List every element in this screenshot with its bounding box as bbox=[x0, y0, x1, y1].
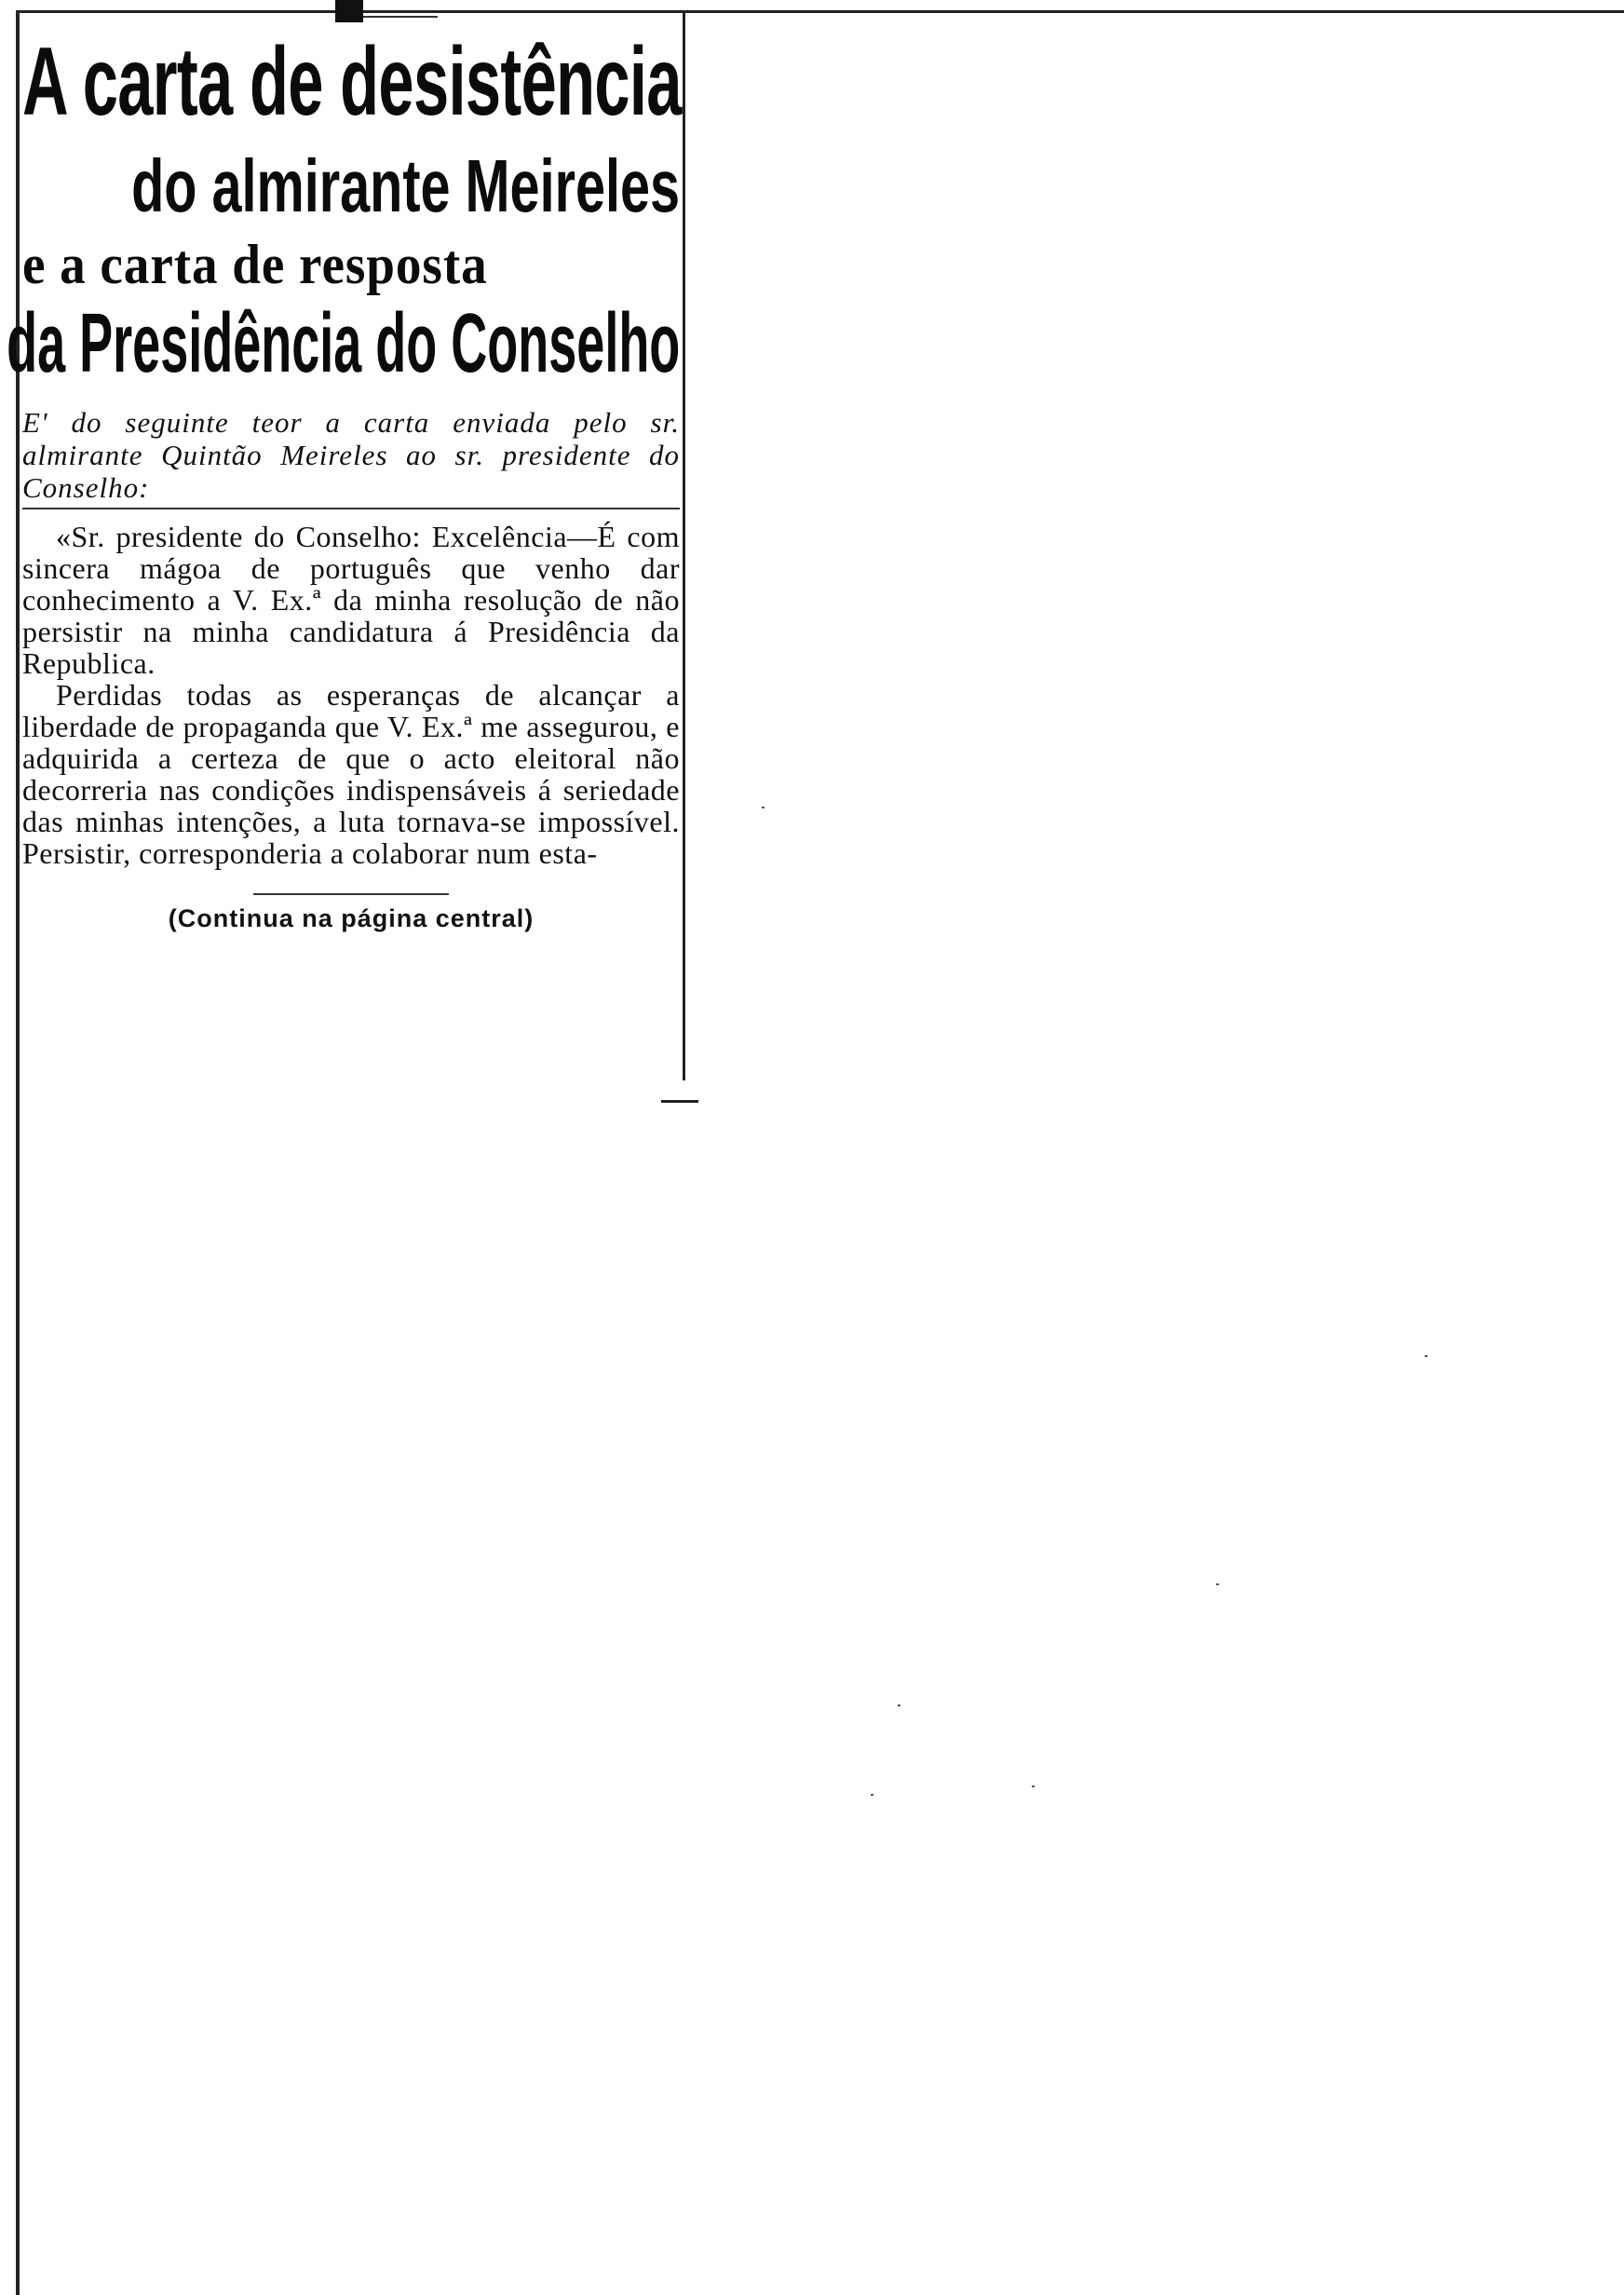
newspaper-clipping bbox=[6, 28, 682, 933]
scan-speck bbox=[762, 807, 765, 808]
top-rule bbox=[16, 10, 1624, 13]
headline-line-4: da Presidência do Conselho bbox=[6, 297, 680, 390]
scan-speck bbox=[898, 1704, 900, 1706]
paragraph-1: «Sr. presidente do Conselho: Excelência—É com sincera mágoa de português que venho dar conhecimento a V. Ex.ª da minha resolução de não persistir na minha candidatura á Presidência da Republica. bbox=[22, 520, 680, 680]
headline-line-1: A carta de desistência bbox=[22, 28, 682, 136]
scan-speck bbox=[871, 1794, 873, 1796]
top-rule-mark-tail bbox=[363, 16, 438, 18]
end-rule bbox=[661, 1100, 698, 1103]
right-column-rule bbox=[683, 11, 685, 1080]
continuation-note: (Continua na página central) bbox=[168, 904, 535, 932]
headline-line-2: do almirante Meireles bbox=[130, 144, 680, 227]
continua-rule bbox=[253, 893, 449, 895]
paragraph-2: Perdidas todas as esperanças de alcançar a liberdade de propaganda que V. Ex.ª me assegurou, e adquirida a certeza de que o acto eleitoral não decorreria nas condições indispensáveis á seriedade das minhas intenções, a luta tornava-se impossível. Persistir, corresponderia a colaborar num esta- bbox=[22, 678, 680, 870]
intro-rule bbox=[22, 508, 680, 509]
scan-speck bbox=[1032, 1786, 1035, 1787]
article-intro: E' do seguinte teor a carta enviada pelo sr. almirante Quintão Meireles ao sr. presidente do Conselho: bbox=[22, 406, 680, 504]
scan-speck bbox=[1425, 1355, 1428, 1357]
headline-line-3: e a carta de resposta bbox=[22, 234, 488, 295]
scan-speck bbox=[1216, 1583, 1219, 1585]
top-rule-mark bbox=[335, 0, 363, 22]
article-body bbox=[22, 521, 680, 869]
